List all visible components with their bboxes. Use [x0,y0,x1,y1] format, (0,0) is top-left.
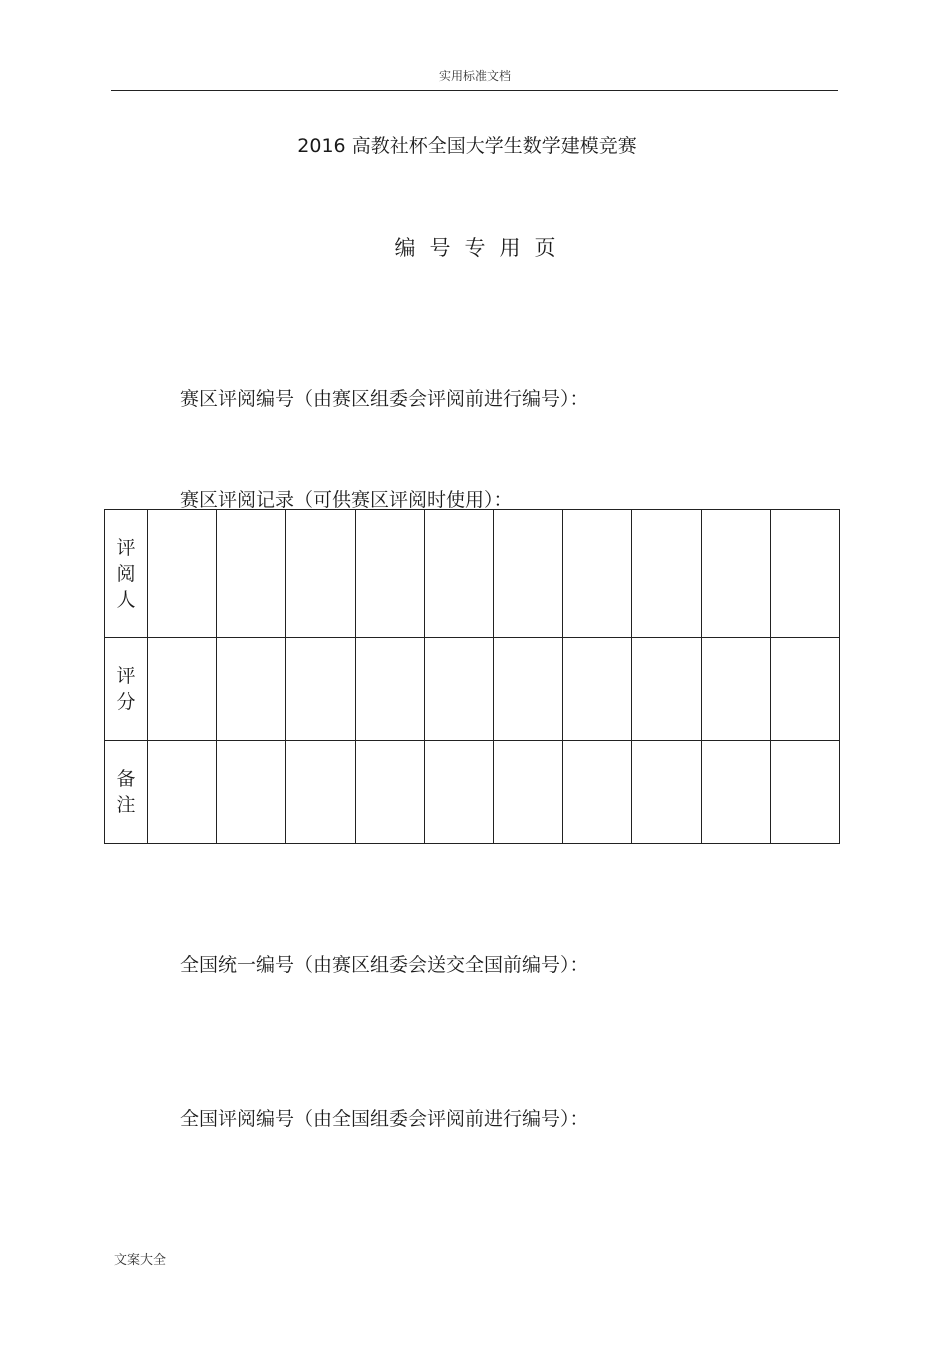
table-cell[interactable] [424,638,493,741]
national-unified-number-label: 全国统一编号（由赛区组委会送交全国前编号）： [180,954,589,976]
table-cell[interactable] [148,741,217,844]
table-row [105,741,840,844]
table-cell[interactable] [217,510,286,638]
table-cell[interactable] [632,638,701,741]
table-cell[interactable] [424,741,493,844]
table-cell[interactable] [770,741,839,844]
table-cell[interactable] [493,638,562,741]
table-cell[interactable] [493,741,562,844]
table-cell[interactable] [148,510,217,638]
table-cell[interactable] [286,741,355,844]
row-header-char: 人 [116,588,136,611]
table-cell[interactable] [286,510,355,638]
table-cell[interactable] [493,510,562,638]
table-cell[interactable] [701,741,770,844]
table-cell[interactable] [217,638,286,741]
table-row [105,638,840,741]
table-cell[interactable] [563,638,632,741]
table-cell[interactable] [148,638,217,741]
row-header-char: 备 [116,768,136,790]
table-cell[interactable] [701,510,770,638]
row-header [105,741,148,844]
table-cell[interactable] [632,510,701,638]
table-cell[interactable] [217,741,286,844]
page-title: 编号专用页 [394,236,570,260]
table-cell[interactable] [286,638,355,741]
review-record-table [104,509,840,844]
table-cell[interactable] [701,638,770,741]
table-cell[interactable] [632,741,701,844]
header-rule [111,90,838,91]
row-header-char: 注 [116,794,136,816]
table-cell[interactable] [770,638,839,741]
table-cell[interactable] [563,741,632,844]
row-header-char: 评 [116,536,136,559]
table-cell[interactable] [424,510,493,638]
footer-text: 文案大全 [114,1253,167,1268]
table-cell[interactable] [770,510,839,638]
table-cell[interactable] [355,741,424,844]
regional-review-record-label: 赛区评阅记录（可供赛区评阅时使用）： [180,489,513,511]
national-review-number-label: 全国评阅编号（由全国组委会评阅前进行编号）： [180,1108,589,1130]
row-header [105,510,148,638]
row-header-char: 评 [116,665,136,687]
regional-review-number-label: 赛区评阅编号（由赛区组委会评阅前进行编号）： [180,388,589,410]
row-header-char: 阅 [116,562,136,585]
header-text: 实用标准文档 [438,69,511,83]
contest-title: 2016 高教社杯全国大学生数学建模竞赛 [297,135,637,157]
table-cell[interactable] [355,510,424,638]
row-header [105,638,148,741]
table-row [105,510,840,638]
table-cell[interactable] [563,510,632,638]
table-cell[interactable] [355,638,424,741]
row-header-char: 分 [116,691,136,713]
